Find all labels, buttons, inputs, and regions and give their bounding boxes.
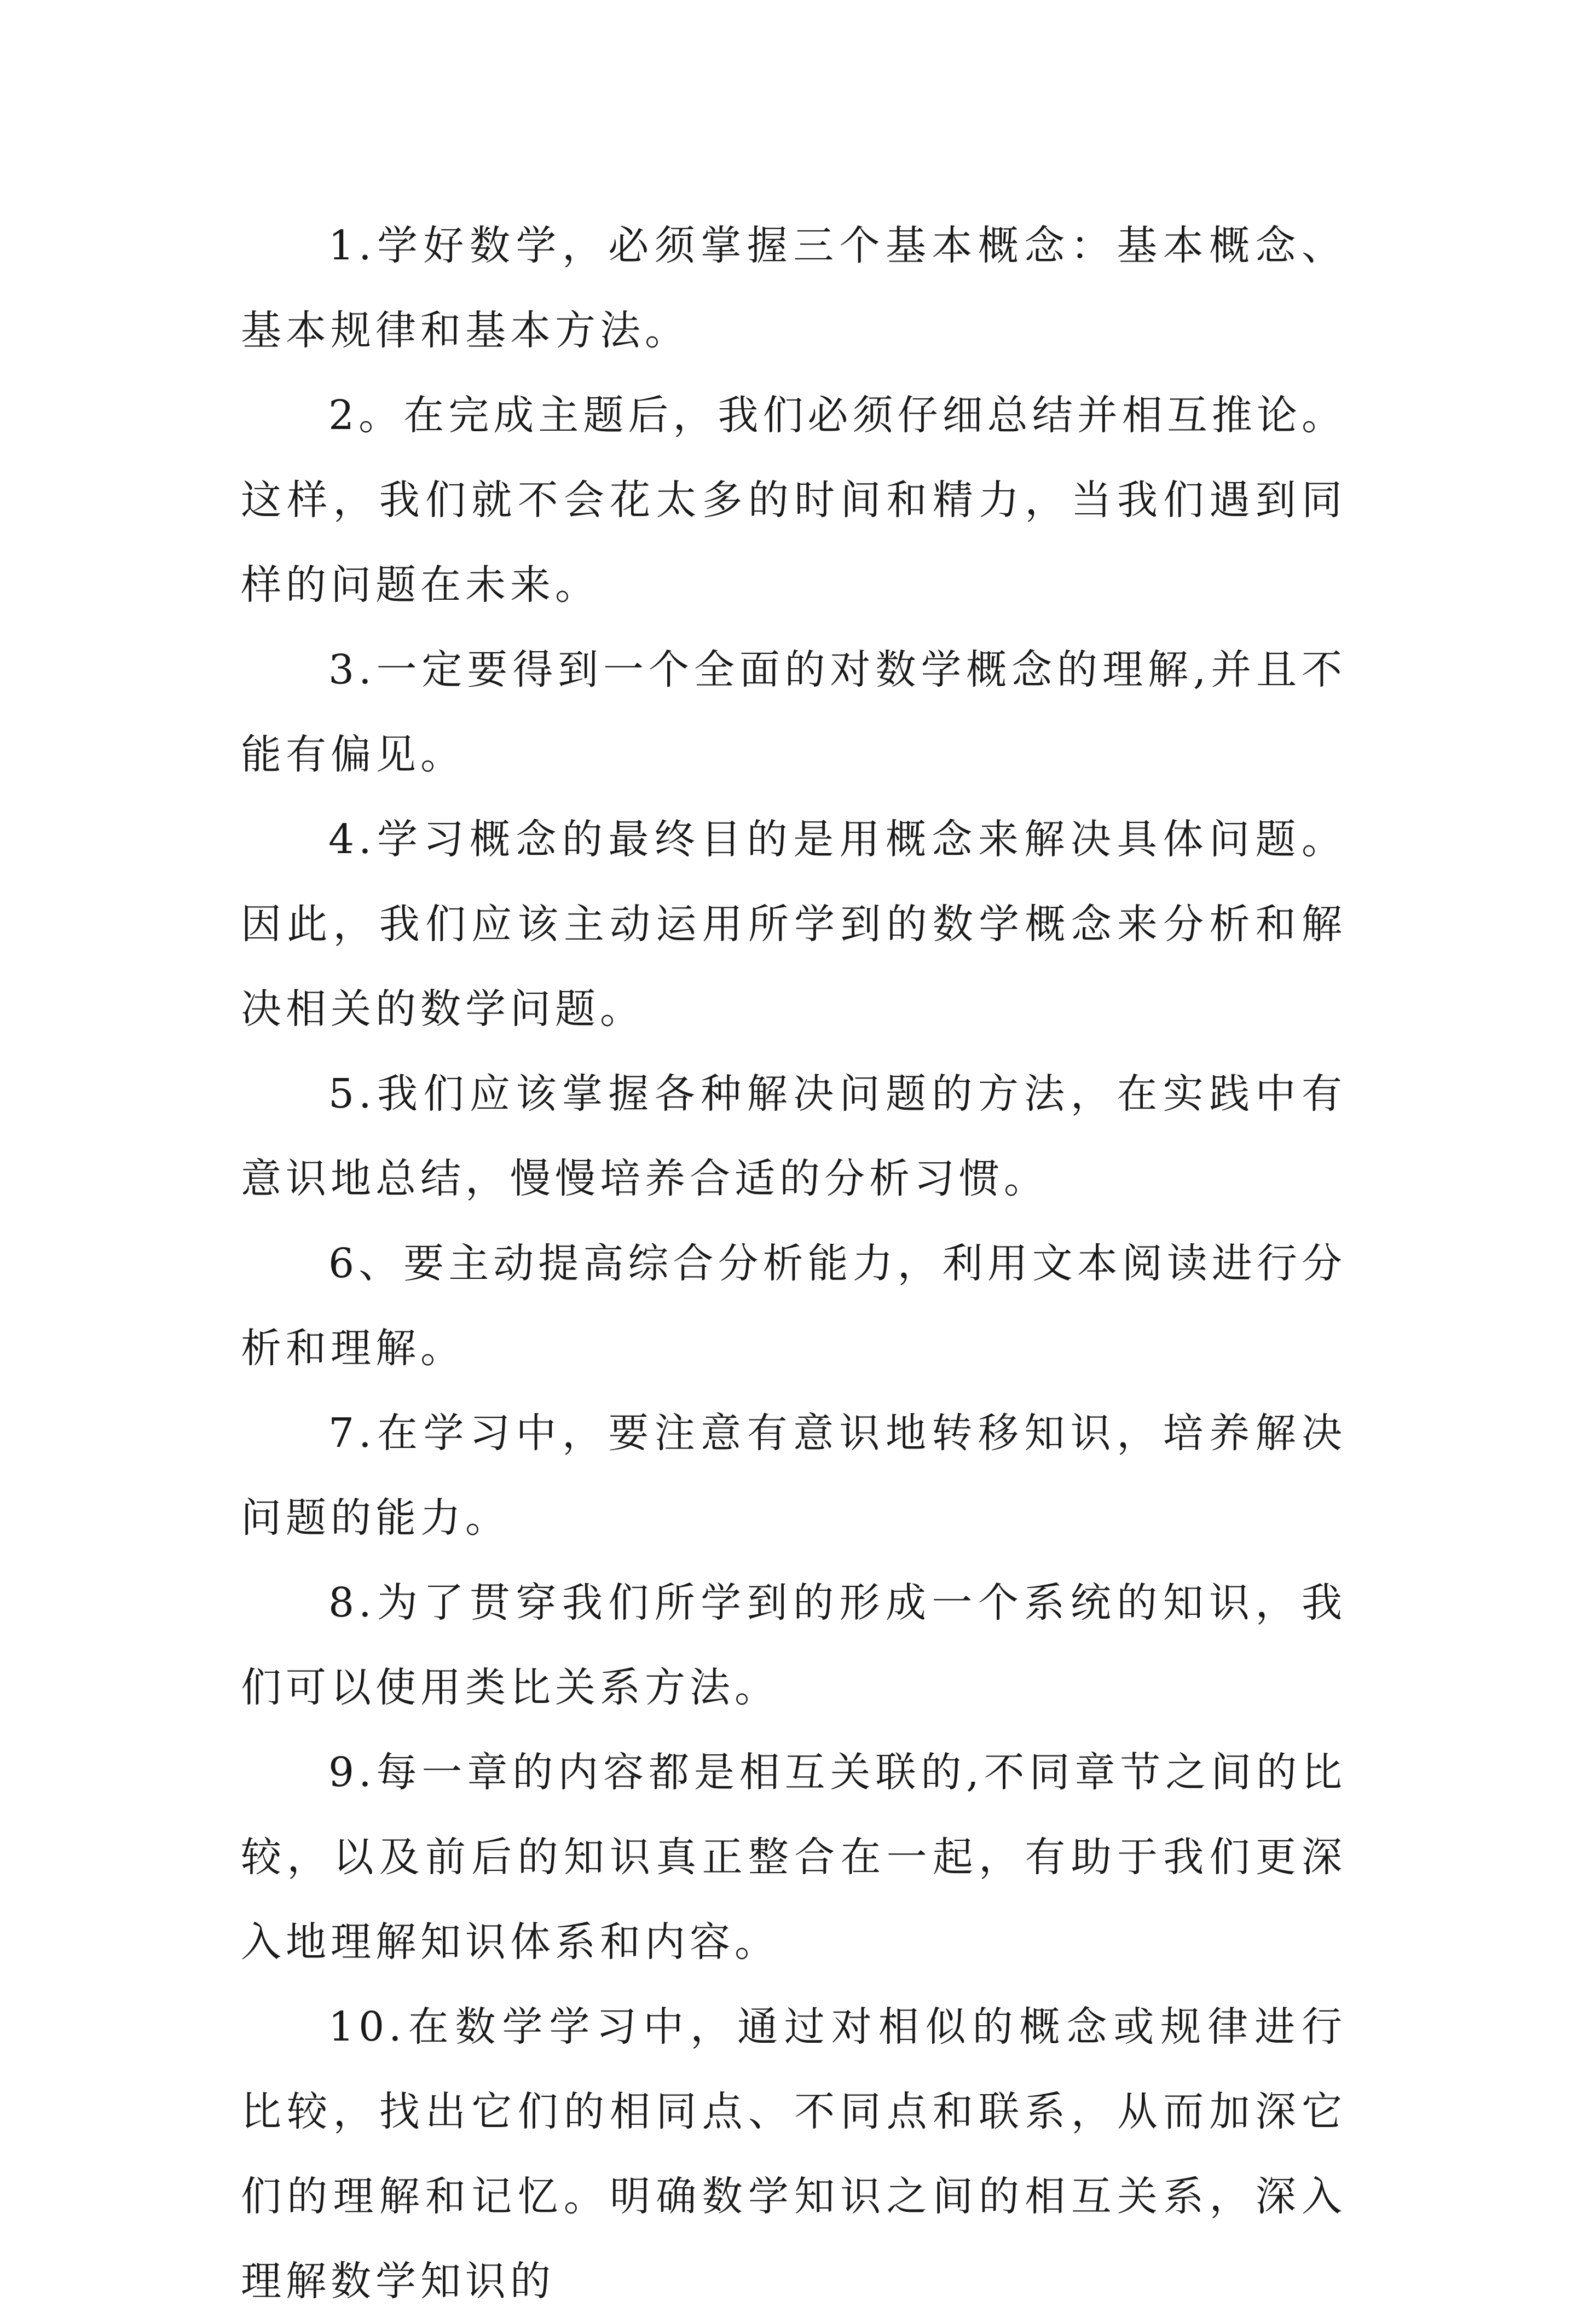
paragraph-1: 1.学好数学，必须掌握三个基本概念：基本概念、基本规律和基本方法。 [241, 222, 1346, 354]
paragraph-4: 4.学习概念的最终目的是用概念来解决具体问题。因此，我们应该主动运用所学到的数学概念来分析和解决相关的数学问题。 [241, 816, 1346, 1033]
paragraph-7: 7.在学习中，要注意有意识地转移知识，培养解决问题的能力。 [241, 1410, 1346, 1541]
paragraph-10: 10.在数学学习中，通过对相似的概念或规律进行比较，找出它们的相同点、不同点和联系，从而加深它们的理解和记忆。明确数学知识之间的相互关系，深入理解数学知识的 [241, 2003, 1346, 2305]
paragraph-2: 2。在完成主题后，我们必须仔细总结并相互推论。这样，我们就不会花太多的时间和精力，当我们遇到同样的问题在未来。 [241, 392, 1346, 608]
paragraph-5: 5.我们应该掌握各种解决问题的方法，在实践中有意识地总结，慢慢培养合适的分析习惯。 [241, 1070, 1346, 1202]
paragraph-9: 9.每一章的内容都是相互关联的,不同章节之间的比较，以及前后的知识真正整合在一起，有助于我们更深入地理解知识体系和内容。 [241, 1749, 1346, 1966]
paragraph-3: 3.一定要得到一个全面的对数学概念的理解,并且不能有偏见。 [241, 646, 1346, 778]
document-body [241, 204, 1346, 2324]
paragraph-8: 8.为了贯穿我们所学到的形成一个系统的知识，我们可以使用类比关系方法。 [241, 1579, 1346, 1711]
paragraph-6: 6、要主动提高综合分析能力，利用文本阅读进行分析和理解。 [241, 1240, 1346, 1372]
